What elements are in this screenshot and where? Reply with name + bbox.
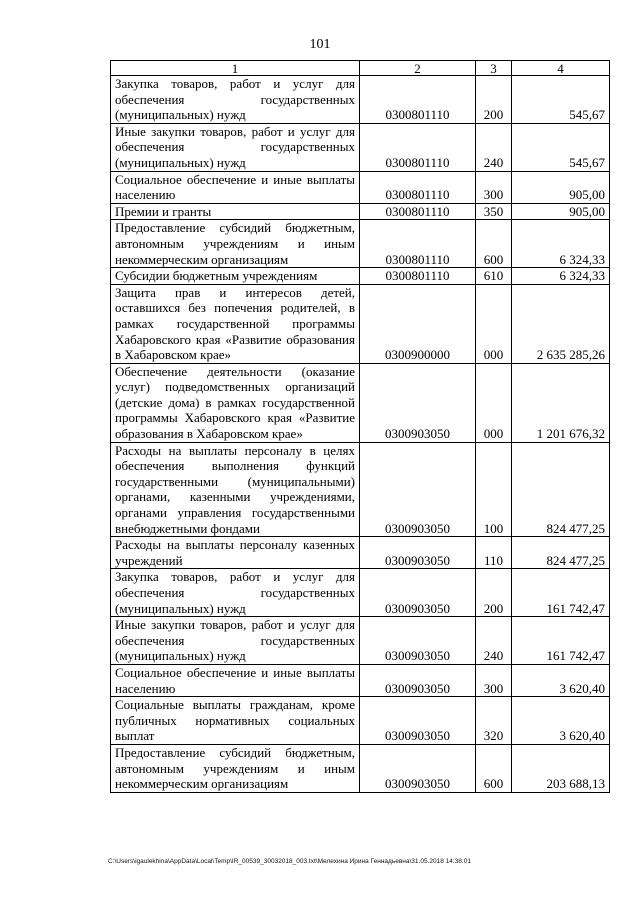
row-name-cell: Предоставление субсидий бюджетным, автономным учреждениям и иным некоммерческим организациям: [111, 744, 360, 792]
row-csr-cell: 0300801110: [360, 76, 476, 124]
table-row: [111, 268, 610, 285]
row-vr-cell: 200: [476, 569, 512, 617]
row-vr-cell: 000: [476, 363, 512, 442]
row-csr-cell: 0300801110: [360, 123, 476, 171]
table-row: [111, 744, 610, 792]
row-vr-cell: 350: [476, 203, 512, 220]
row-name-cell: Социальные выплаты гражданам, кроме публичных нормативных социальных выплат: [111, 697, 360, 745]
budget-table: [110, 60, 610, 793]
column-header-csr: 2: [360, 61, 476, 76]
row-sum-cell: 161 742,47: [512, 569, 610, 617]
table-row: [111, 171, 610, 203]
row-sum-cell: 905,00: [512, 203, 610, 220]
row-sum-cell: 545,67: [512, 76, 610, 124]
row-name-cell: Предоставление субсидий бюджетным, автономным учреждениям и иным некоммерческим организациям: [111, 220, 360, 268]
table-row: [111, 220, 610, 268]
row-sum-cell: 6 324,33: [512, 268, 610, 285]
row-csr-cell: 0300903050: [360, 537, 476, 569]
row-name-cell: Премии и гранты: [111, 203, 360, 220]
row-sum-cell: 6 324,33: [512, 220, 610, 268]
row-vr-cell: 300: [476, 664, 512, 696]
row-sum-cell: 1 201 676,32: [512, 363, 610, 442]
row-sum-cell: 824 477,25: [512, 537, 610, 569]
row-csr-cell: 0300801110: [360, 268, 476, 285]
page-number: 101: [309, 37, 331, 52]
row-name-cell: Закупка товаров, работ и услуг для обеспечения государственных (муниципальных) нужд: [111, 76, 360, 124]
row-csr-cell: 0300903050: [360, 697, 476, 745]
table-header-row: [111, 61, 610, 76]
table-row: [111, 537, 610, 569]
file-path-footer: C:\Users\igaulekhina\AppData\Local\Temp\IR_00539_30032018_003.txt\Мелехина Ирина Геннадьевна\31.05.2018 14:38:01: [108, 858, 471, 865]
row-name-cell: Расходы на выплаты персоналу казенных учреждений: [111, 537, 360, 569]
row-csr-cell: 0300903050: [360, 664, 476, 696]
row-name-cell: Иные закупки товаров, работ и услуг для обеспечения государственных (муниципальных) нужд: [111, 123, 360, 171]
row-name-cell: Социальное обеспечение и иные выплаты населению: [111, 664, 360, 696]
row-vr-cell: 240: [476, 123, 512, 171]
budget-table-body: [111, 61, 610, 793]
row-sum-cell: 3 620,40: [512, 697, 610, 745]
row-sum-cell: 545,67: [512, 123, 610, 171]
row-name-cell: Расходы на выплаты персоналу в целях обеспечения выполнения функций государственными (муниципальными) органами, казенными учреждениями, органами управления государственными внебюджетными фондами: [111, 442, 360, 537]
row-name-cell: Обеспечение деятельности (оказание услуг) подведомственных организаций (детские дома) в рамках государственной программы Хабаровского края «Развитие образования в Хабаровском крае»: [111, 363, 360, 442]
row-vr-cell: 600: [476, 220, 512, 268]
table-row: [111, 697, 610, 745]
row-csr-cell: 0300900000: [360, 284, 476, 363]
table-row: [111, 76, 610, 124]
table-row: [111, 569, 610, 617]
row-sum-cell: 905,00: [512, 171, 610, 203]
row-vr-cell: 610: [476, 268, 512, 285]
row-sum-cell: 3 620,40: [512, 664, 610, 696]
row-name-cell: Социальное обеспечение и иные выплаты населению: [111, 171, 360, 203]
row-csr-cell: 0300801110: [360, 171, 476, 203]
row-name-cell: Иные закупки товаров, работ и услуг для обеспечения государственных (муниципальных) нужд: [111, 617, 360, 665]
table-row: [111, 203, 610, 220]
row-sum-cell: 203 688,13: [512, 744, 610, 792]
table-row: [111, 363, 610, 442]
row-csr-cell: 0300801110: [360, 203, 476, 220]
table-row: [111, 617, 610, 665]
table-row: [111, 123, 610, 171]
row-vr-cell: 100: [476, 442, 512, 537]
table-row: [111, 442, 610, 537]
row-vr-cell: 600: [476, 744, 512, 792]
row-vr-cell: 000: [476, 284, 512, 363]
table-row: [111, 664, 610, 696]
row-csr-cell: 0300903050: [360, 744, 476, 792]
column-header-name: 1: [111, 61, 360, 76]
row-name-cell: Закупка товаров, работ и услуг для обеспечения государственных (муниципальных) нужд: [111, 569, 360, 617]
row-sum-cell: 824 477,25: [512, 442, 610, 537]
row-vr-cell: 110: [476, 537, 512, 569]
row-csr-cell: 0300801110: [360, 220, 476, 268]
row-vr-cell: 320: [476, 697, 512, 745]
row-csr-cell: 0300903050: [360, 363, 476, 442]
row-vr-cell: 240: [476, 617, 512, 665]
row-vr-cell: 200: [476, 76, 512, 124]
column-header-vr: 3: [476, 61, 512, 76]
column-header-sum: 4: [512, 61, 610, 76]
row-csr-cell: 0300903050: [360, 617, 476, 665]
row-csr-cell: 0300903050: [360, 569, 476, 617]
row-name-cell: Защита прав и интересов детей, оставшихся без попечения родителей, в рамках государственной программы Хабаровского края «Развитие образования в Хабаровском крае»: [111, 284, 360, 363]
row-sum-cell: 2 635 285,26: [512, 284, 610, 363]
table-row: [111, 284, 610, 363]
row-vr-cell: 300: [476, 171, 512, 203]
row-name-cell: Субсидии бюджетным учреждениям: [111, 268, 360, 285]
row-csr-cell: 0300903050: [360, 442, 476, 537]
row-sum-cell: 161 742,47: [512, 617, 610, 665]
